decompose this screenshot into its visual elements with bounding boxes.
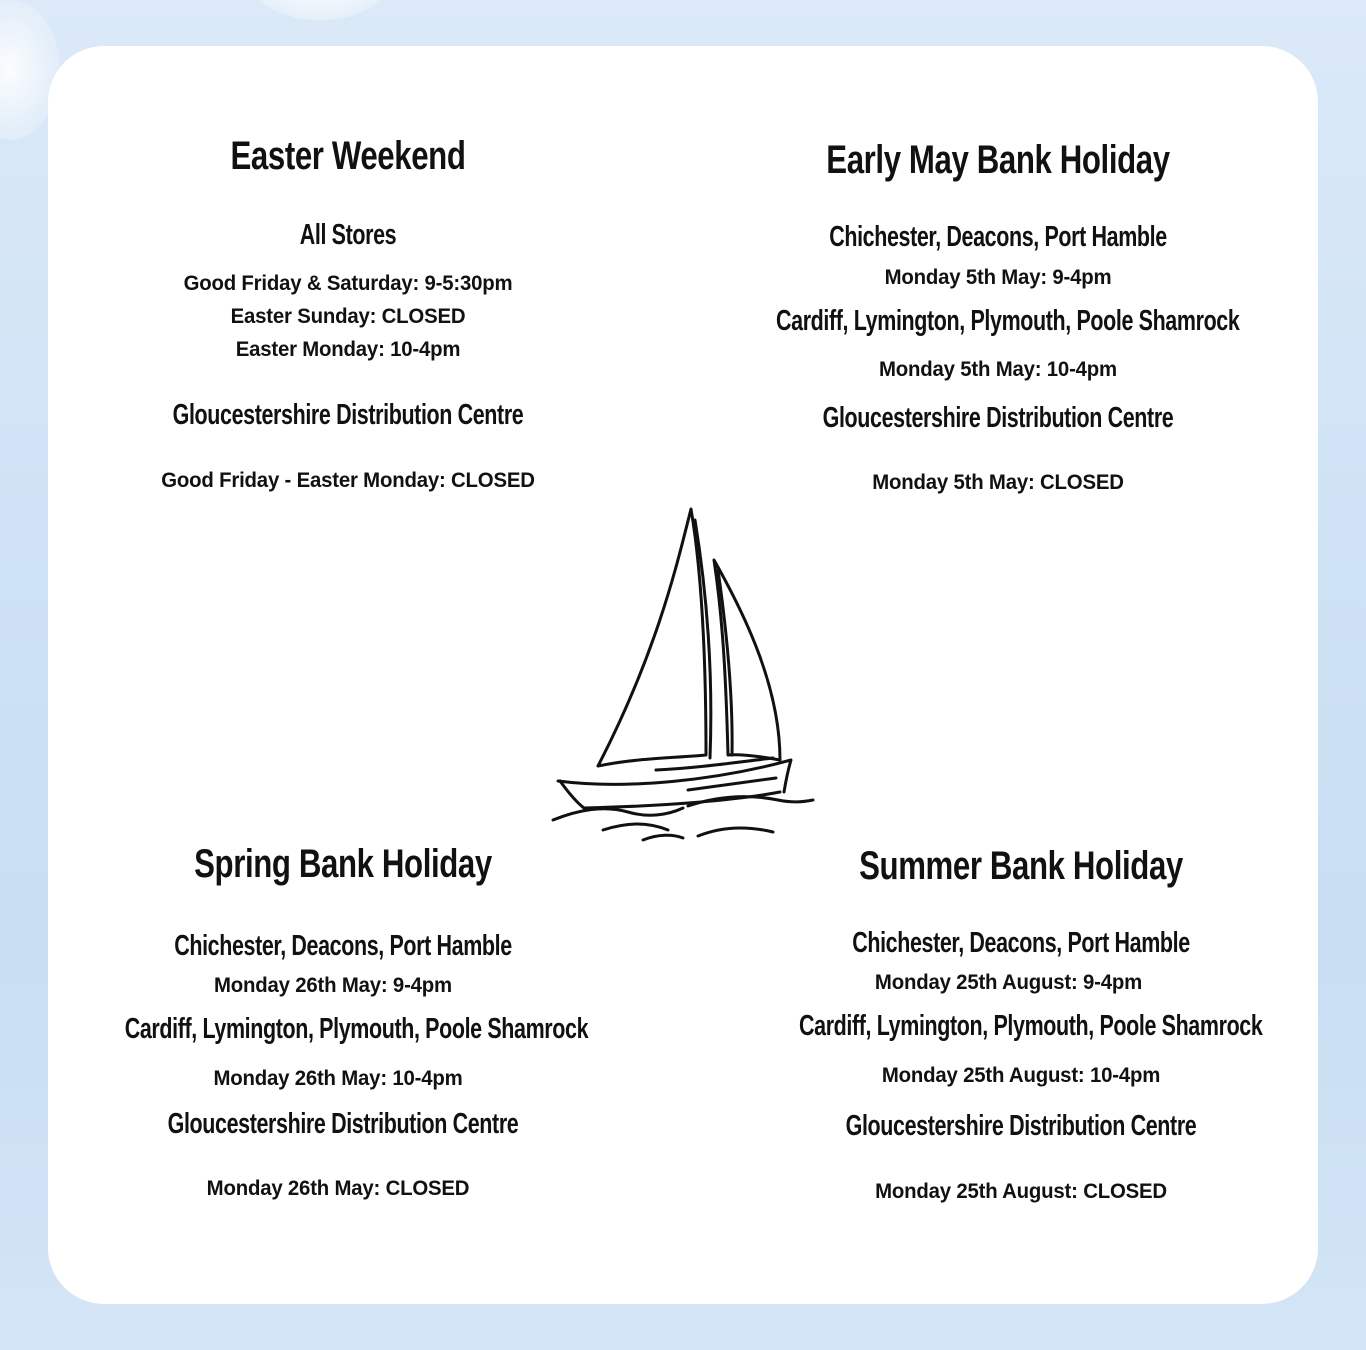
spring-group2-title: Cardiff, Lymington, Plymouth, Poole Shamrock [124, 1013, 589, 1045]
spring-group1-line: Monday 26th May: 9-4pm [214, 974, 452, 997]
summer-title: Summer Bank Holiday [859, 844, 1183, 888]
easter-line-1: Good Friday & Saturday: 9-5:30pm [183, 272, 513, 295]
summer-group2-title: Cardiff, Lymington, Plymouth, Poole Shamrock [799, 1010, 1263, 1042]
early-may-group3-title: Gloucestershire Distribution Centre [822, 402, 1174, 434]
easter-line-3: Easter Monday: 10-4pm [235, 338, 461, 361]
easter-distribution-title: Gloucestershire Distribution Centre [172, 399, 524, 431]
early-may-group1-line: Monday 5th May: 9-4pm [884, 266, 1112, 289]
early-may-group3-line: Monday 5th May: CLOSED [872, 471, 1124, 494]
summer-group3-line: Monday 25th August: CLOSED [875, 1180, 1167, 1203]
easter-title: Easter Weekend [230, 134, 466, 178]
early-may-group1-title: Chichester, Deacons, Port Hamble [829, 221, 1167, 253]
easter-line-2: Easter Sunday: CLOSED [230, 305, 466, 328]
spring-group2-line: Monday 26th May: 10-4pm [213, 1067, 463, 1090]
summer-group3-title: Gloucestershire Distribution Centre [845, 1110, 1197, 1142]
spring-group3-line: Monday 26th May: CLOSED [206, 1177, 470, 1200]
early-may-title: Early May Bank Holiday [826, 138, 1170, 182]
sailboat-icon [548, 500, 818, 845]
early-may-group2-line: Monday 5th May: 10-4pm [879, 358, 1117, 381]
spring-group3-title: Gloucestershire Distribution Centre [167, 1108, 519, 1140]
spring-title: Spring Bank Holiday [194, 842, 492, 886]
early-may-group2-title: Cardiff, Lymington, Plymouth, Poole Shamrock [776, 305, 1240, 337]
summer-group1-line: Monday 25th August: 9-4pm [874, 971, 1143, 994]
easter-distribution-line: Good Friday - Easter Monday: CLOSED [161, 469, 535, 492]
easter-all-stores-title: All Stores [299, 219, 397, 251]
summer-group1-title: Chichester, Deacons, Port Hamble [852, 927, 1190, 959]
spring-group1-title: Chichester, Deacons, Port Hamble [174, 930, 512, 962]
background-glow [250, 0, 390, 20]
summer-group2-line: Monday 25th August: 10-4pm [881, 1064, 1161, 1087]
